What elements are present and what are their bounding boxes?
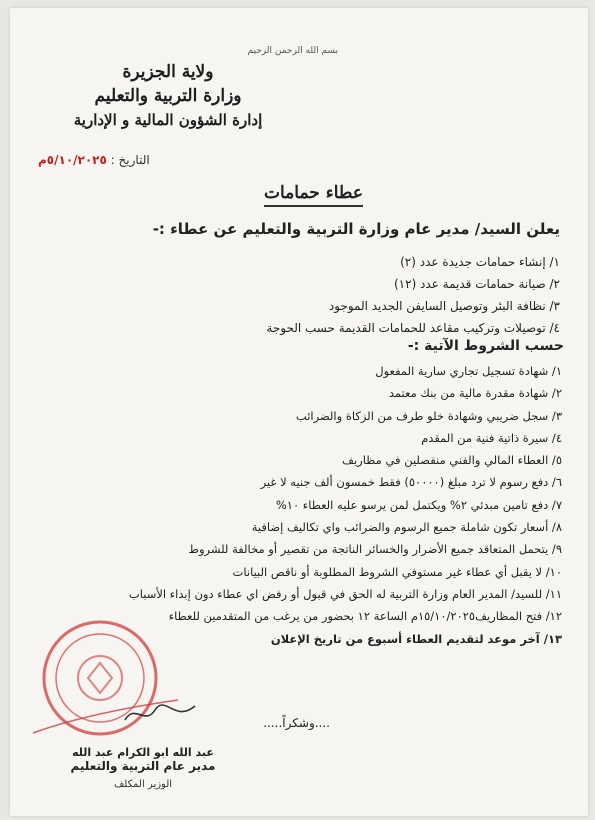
condition-item: ١٣/ آخر موعد لتقديم العطاء أسبوع من تاريخ الإعلان (270, 631, 562, 646)
document-page (10, 8, 588, 816)
condition-item: ٥/ العطاء المالي والفني منفصلين في مظاريف (342, 453, 562, 468)
state-name: ولاية الجزيرة (122, 62, 214, 82)
date-label: التاريخ : (110, 153, 150, 167)
department-name: إدارة الشؤون المالية و الإدارية (73, 111, 263, 129)
condition-item: ٤/ سيرة ذاتية فنية من المقدم (421, 430, 562, 445)
tender-item: ١/ إنشاء حمامات جديدة عدد (٢) (400, 255, 560, 269)
condition-item: ١٢/ فتح المظاريف١٥/١٠/٢٠٢٥م الساعة ١٢ بحضور من يرغب من المتقدمين للعطاء (168, 609, 562, 624)
condition-item: ٧/ دفع تامين مبدئي ٢% ويكتمل لمن يرسو عليه العطاء ١٠% (275, 497, 562, 512)
handwritten-signature-icon (120, 698, 200, 728)
conditions-list (129, 360, 562, 650)
condition-item: ٣/ سجل ضريبي وشهادة خلو طرف من الزكاة والضرائب (295, 408, 562, 423)
date-line (38, 153, 150, 167)
condition-item: ١٠/ لا يقبل أي عطاء غير مستوفي الشروط المطلوبة أو ناقص البيانات (232, 564, 562, 579)
condition-item: ٢/ شهادة مقدرة مالية من بنك معتمد (388, 386, 562, 401)
ministry-name: وزارة التربية والتعليم (94, 86, 242, 106)
condition-item: ٩/ يتحمل المتعاقد جميع الأضرار والخسائر الناتجة من تقصير أو مخالفة للشروط (188, 542, 562, 557)
closing-thanks: ....وشكراً..... (263, 716, 330, 730)
tender-item: ٣/ نظافة البئر وتوصيل السايفن الجديد الموجود (328, 299, 560, 313)
condition-item: ٦/ دفع رسوم لا ترد مبلغ (٥٠٠٠٠) فقط خمسون ألف جنيه لا غير (260, 475, 562, 490)
signatory-role: الوزير المكلف (113, 779, 173, 790)
announcement-intro: يعلن السيد/ مدير عام وزارة التربية والتعليم عن عطاء :- (152, 220, 560, 238)
condition-item: ١١/ للسيد/ المدير العام وزارة التربية له الحق في قبول أو رفض اي عطاء دون إبداء الأسباب (128, 586, 562, 601)
letterhead (48, 60, 288, 132)
signature-block (53, 746, 233, 790)
tender-item: ٤/ توصيلات وتركيب مقاعد للحمامات القديمة حسب الحوجة (266, 321, 560, 335)
date-value: ٥/١٠/٢٠٢٥م (38, 153, 107, 167)
conditions-heading: حسب الشروط الآتية :- (407, 338, 564, 354)
basmala: بسم الله الرحمن الرحيم (247, 46, 338, 56)
condition-item: ٨/ أسعار تكون شاملة جميع الرسوم والضرائب واي تكاليف إضافية (251, 520, 562, 535)
document-title: عطاء حمامات (264, 183, 363, 207)
tender-items (266, 251, 560, 339)
tender-item: ٢/ صيانة حمامات قديمة عدد (١٢) (393, 277, 560, 291)
condition-item: ١/ شهادة تسجيل تجاري سارية المفعول (375, 364, 562, 378)
signatory-name: عبد الله ابو الكرام عبد الله (72, 746, 214, 759)
signatory-title: مدير عام التربية والتعليم (70, 759, 216, 773)
